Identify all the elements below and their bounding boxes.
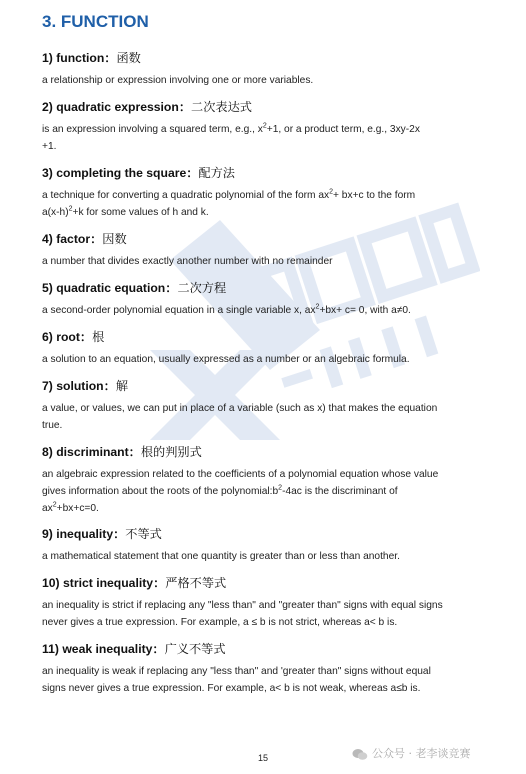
definition-text: a second-order polynomial equation in a single variable x, $ax^2+bx+ c= 0$, with a≠0. (42, 303, 411, 316)
superscript-two: 2 (329, 188, 334, 196)
definition-text: is an expression involving a squared term, e.g., $x^2+1$, or a product term, e.g., 3xy-2x (42, 122, 420, 135)
term-heading-factor (42, 230, 127, 247)
definition-text: gives information about the roots of the $polynomial:b^2-4ac$ is the discriminant of (42, 484, 398, 497)
term-chinese: 严格不等式 (165, 576, 227, 590)
term-label: 11) weak inequality： (42, 642, 165, 656)
definition-text: +1. (42, 141, 57, 152)
term-chinese: 解 (115, 379, 128, 393)
definition-text: $a(x-h)^2+k$ for some values of h and k. (42, 205, 209, 218)
superscript-two: 2 (52, 501, 57, 509)
term-label: 4) factor： (42, 232, 103, 246)
definition-text: an algebraic expression related to the coefficients of a polynomial equation whose value (42, 469, 439, 480)
definition-text: never gives a true expression. For example, a ≤ b is not strict, whereas a< b is. (42, 617, 398, 628)
definition-text: a number that divides exactly another number with no remainder (42, 256, 333, 267)
definition-text: signs never gives a true expression. For example, a< b is not weak, whereas a≤b is. (42, 683, 421, 694)
definition-text: a mathematical statement that one quantity is greater than or less than another. (42, 551, 400, 562)
term-label: 5) quadratic equation： (42, 281, 178, 295)
page-number: 15 (257, 753, 268, 763)
term-label: 8) discriminant： (42, 445, 141, 459)
term-label: 2) quadratic expression： (42, 100, 192, 114)
term-heading-solution (42, 377, 128, 394)
term-heading-completing-the-square (42, 164, 235, 181)
term-label: 7) solution： (42, 379, 116, 393)
definition-text: a value, or values, we can put in place of a variable (such as x) that makes the equation (42, 403, 438, 414)
term-chinese: 二次表达式 (191, 100, 252, 114)
term-chinese: 根 (92, 330, 105, 344)
superscript-two: 2 (68, 205, 73, 213)
term-heading-root (42, 328, 104, 345)
term-heading-discriminant (42, 443, 202, 460)
term-label: 3) completing the square： (42, 166, 199, 180)
term-label: 9) inequality： (42, 527, 126, 541)
term-heading-quadratic-equation (42, 279, 226, 296)
definition-text: an inequality is strict if replacing any "less than" and "greater than" signs with equal signs (42, 600, 443, 611)
term-chinese: 函数 (116, 51, 141, 65)
definition-text: a solution to an equation, usually expressed as a number or an algebraic formula. (42, 354, 410, 365)
term-heading-weak-inequality (42, 640, 226, 657)
term-chinese: 因数 (102, 232, 127, 246)
definition-text: true. (42, 420, 63, 431)
term-chinese: 根的判别式 (140, 445, 202, 459)
term-heading-inequality (42, 525, 162, 542)
definition-text: a technique for converting a quadratic polynomial of the form $ax^2+ bx+c$ to the form (42, 188, 416, 201)
term-label: 1) function： (42, 51, 117, 65)
term-label: 10) strict inequality： (42, 576, 166, 590)
term-chinese: 广义不等式 (164, 642, 226, 656)
definition-text: a relationship or expression involving one or more variables. (42, 75, 314, 86)
superscript-two: 2 (278, 484, 283, 492)
definition-text: $ax^2+bx+c=0$. (42, 501, 99, 514)
term-chinese: 不等式 (125, 527, 162, 541)
superscript-two: 2 (262, 122, 267, 130)
term-heading-function (42, 49, 141, 66)
term-chinese: 二次方程 (177, 281, 227, 295)
section-title: 3. FUNCTION (42, 12, 149, 31)
term-heading-quadratic-expression (42, 98, 252, 115)
term-label: 6) root： (42, 330, 93, 344)
term-heading-strict-inequality (42, 574, 226, 591)
term-chinese: 配方法 (198, 166, 235, 180)
wechat-icon (352, 748, 368, 761)
definition-text: an inequality is weak if replacing any "less than" and 'greater than" signs without equal (42, 666, 431, 677)
superscript-two: 2 (315, 303, 320, 311)
wechat-account-name: 公众号 · 老李谈竞赛 (372, 747, 471, 760)
wechat-footer (352, 745, 471, 761)
